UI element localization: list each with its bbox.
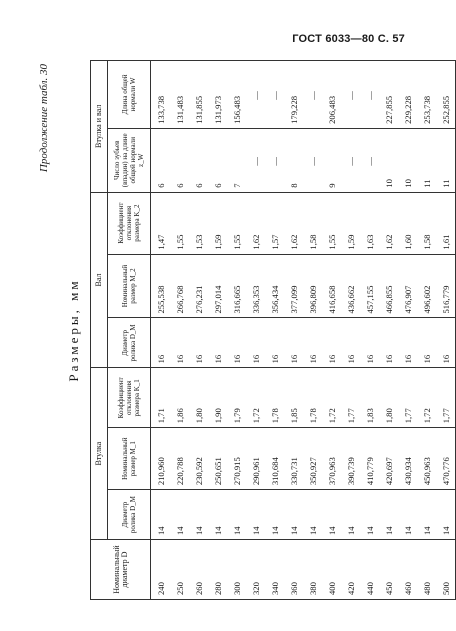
table-row (360, 61, 379, 600)
table-cell: 1,63 (360, 192, 379, 254)
table-cell: 450,963 (417, 428, 436, 490)
table-cell: 1,78 (303, 368, 322, 428)
table-cell: 229,228 (398, 61, 417, 129)
table-cell: 1,62 (379, 192, 398, 254)
table-cell: 280 (208, 540, 227, 600)
table-cell: 496,602 (417, 254, 436, 318)
table-cell: 516,779 (436, 254, 456, 318)
table-cell: 206,483 (322, 61, 341, 129)
table-cell: 210,960 (151, 428, 171, 490)
table-cell: 457,155 (360, 254, 379, 318)
table-cell: 1,62 (284, 192, 303, 254)
table-cell: 420,697 (379, 428, 398, 490)
table-cell: 1,80 (379, 368, 398, 428)
table-cell: 255,538 (151, 254, 171, 318)
table-cell: 1,77 (436, 368, 456, 428)
table-cell: 297,014 (208, 254, 227, 318)
table-cell: 16 (227, 318, 246, 368)
table-cell: 14 (379, 490, 398, 540)
table-cell: 480 (417, 540, 436, 600)
header-nominal-diameter: Номинальный диаметр D (91, 540, 151, 600)
table-cell: 14 (360, 490, 379, 540)
table-cell: 1,90 (208, 368, 227, 428)
table-cell: 9 (322, 128, 341, 192)
table-cell: 430,934 (398, 428, 417, 490)
table-cell: — (265, 128, 284, 192)
header-sleeve-and-shaft: Втулка и вал (91, 61, 108, 193)
table-cell: 1,57 (265, 192, 284, 254)
page-header: ГОСТ 6033—80 С. 57 (292, 33, 405, 45)
table-cell: 16 (151, 318, 171, 368)
table-row (303, 61, 322, 600)
table-cell: 1,77 (341, 368, 360, 428)
header-sleeve-roller-diameter: Диаметр ролика D_M (108, 490, 151, 540)
table-cell: 1,60 (398, 192, 417, 254)
table-row (341, 61, 360, 600)
table-cell: 16 (303, 318, 322, 368)
table-cell: 356,434 (265, 254, 284, 318)
header-sleeve-nominal-size: Номинальный размер M_1 (108, 428, 151, 490)
table-cell: 16 (284, 318, 303, 368)
table-row (284, 61, 303, 600)
table-cell: 1,53 (189, 192, 208, 254)
table-cell: 8 (284, 128, 303, 192)
table-cell: 250 (170, 540, 189, 600)
table-cell: 336,353 (246, 254, 265, 318)
table-cell: 1,72 (417, 368, 436, 428)
table-row (322, 61, 341, 600)
table-row (170, 61, 189, 600)
table-cell: 466,855 (379, 254, 398, 318)
table-cell: 260 (189, 540, 208, 600)
table-cell: 14 (170, 490, 189, 540)
table-cell: 14 (398, 490, 417, 540)
table-cell: 360 (284, 540, 303, 600)
table-cell: 14 (151, 490, 171, 540)
table-cell: 1,55 (170, 192, 189, 254)
column-header-row (108, 61, 151, 600)
table-row (246, 61, 265, 600)
table-cell: 6 (151, 128, 171, 192)
table-cell: 227,855 (379, 61, 398, 129)
table-cell: 14 (227, 490, 246, 540)
table-cell: — (265, 61, 284, 129)
table-cell: 10 (398, 128, 417, 192)
table-body (151, 61, 456, 600)
header-common-normal-length: Длина общей нормали W (108, 61, 151, 129)
table-cell: 14 (303, 490, 322, 540)
table-cell: 14 (246, 490, 265, 540)
table-cell: 1,83 (360, 368, 379, 428)
table-cell: 16 (360, 318, 379, 368)
table-cell: 14 (341, 490, 360, 540)
table-cell: — (303, 128, 322, 192)
table-cell: — (341, 61, 360, 129)
table-cell: 1,59 (208, 192, 227, 254)
table-cell: 416,658 (322, 254, 341, 318)
table-row (151, 61, 171, 600)
table-cell: 1,55 (322, 192, 341, 254)
table-cell: 1,55 (227, 192, 246, 254)
header-shaft-roller-diameter: Диаметр ролика D_M (108, 318, 151, 368)
table-cell: 133,738 (151, 61, 171, 129)
table-cell: 410,779 (360, 428, 379, 490)
table-cell: 230,592 (189, 428, 208, 490)
table-cell: 420 (341, 540, 360, 600)
table-cell: 270,915 (227, 428, 246, 490)
table-cell: 316,665 (227, 254, 246, 318)
table-cell: 253,738 (417, 61, 436, 129)
table-row (379, 61, 398, 600)
header-teeth-count: Число зубьев (впадин) на длине общей нормали z_W (108, 128, 151, 192)
table-cell: 16 (189, 318, 208, 368)
table-cell: 131,973 (208, 61, 227, 129)
table-cell: 370,963 (322, 428, 341, 490)
table-cell: 1,85 (284, 368, 303, 428)
table-cell: 300 (227, 540, 246, 600)
table-cell: 436,662 (341, 254, 360, 318)
table-cell: 14 (284, 490, 303, 540)
table-cell: 330,731 (284, 428, 303, 490)
table-cell: 14 (189, 490, 208, 540)
table-cell: 1,62 (246, 192, 265, 254)
table-cell: 14 (322, 490, 341, 540)
table-cell: 1,58 (303, 192, 322, 254)
table-cell: 11 (417, 128, 436, 192)
dimensions-table (90, 60, 456, 600)
table-cell: — (360, 128, 379, 192)
header-sleeve: Втулка (91, 368, 108, 540)
table-cell: 500 (436, 540, 456, 600)
table-cell: 16 (379, 318, 398, 368)
table-cell: 16 (170, 318, 189, 368)
table-cell: — (360, 61, 379, 129)
table-cell: 1,80 (189, 368, 208, 428)
table-cell: 156,483 (227, 61, 246, 129)
table-row (265, 61, 284, 600)
rotated-table-region (38, 60, 451, 600)
table-cell: 14 (417, 490, 436, 540)
header-shaft-deviation-coefficient: Коэффициент отклонения размера K_2 (108, 192, 151, 254)
table-cell: 131,855 (189, 61, 208, 129)
table-cell: 14 (265, 490, 284, 540)
table-cell: 1,72 (322, 368, 341, 428)
table-cell: 16 (208, 318, 227, 368)
table-cell: 220,788 (170, 428, 189, 490)
table-cell: 250,651 (208, 428, 227, 490)
table-cell: 1,59 (341, 192, 360, 254)
table-cell: 440 (360, 540, 379, 600)
group-header-row (91, 61, 108, 600)
table-cell: — (303, 61, 322, 129)
table-cell: 240 (151, 540, 171, 600)
table-cell: — (341, 128, 360, 192)
table-cell: 1,78 (265, 368, 284, 428)
table-cell: 276,231 (189, 254, 208, 318)
table-cell: 470,776 (436, 428, 456, 490)
table-title: Размеры, мм (66, 278, 81, 382)
table-cell: 396,809 (303, 254, 322, 318)
table-cell: 16 (322, 318, 341, 368)
table-cell: 14 (208, 490, 227, 540)
table-cell: 400 (322, 540, 341, 600)
header-shaft: Вал (91, 192, 108, 368)
table-row (398, 61, 417, 600)
table-cell: 252,855 (436, 61, 456, 129)
table-cell: 1,61 (436, 192, 456, 254)
table-cell: 6 (170, 128, 189, 192)
table-cell: 1,71 (151, 368, 171, 428)
table-cell: 377,099 (284, 254, 303, 318)
table-row (208, 61, 227, 600)
table-row (189, 61, 208, 600)
table-cell: 16 (341, 318, 360, 368)
table-cell: 16 (436, 318, 456, 368)
table-cell: 290,961 (246, 428, 265, 490)
table-cell: 14 (436, 490, 456, 540)
table-cell: 7 (227, 128, 246, 192)
table-cell: — (246, 61, 265, 129)
table-cell: 340 (265, 540, 284, 600)
table-cell: 1,79 (227, 368, 246, 428)
table-cell: 476,907 (398, 254, 417, 318)
table-cell: 390,739 (341, 428, 360, 490)
table-cell: 266,768 (170, 254, 189, 318)
table-cell: 11 (436, 128, 456, 192)
table-cell: 1,47 (151, 192, 171, 254)
table-cell: 350,927 (303, 428, 322, 490)
table-cell: 16 (417, 318, 436, 368)
table-cell: 16 (398, 318, 417, 368)
table-continuation-caption: Продолжение табл. 30 (38, 64, 50, 173)
table-cell: 131,483 (170, 61, 189, 129)
table-cell: 16 (246, 318, 265, 368)
table-cell: 460 (398, 540, 417, 600)
header-shaft-nominal-size: Номинальный размер M_2 (108, 254, 151, 318)
table-cell: 1,72 (246, 368, 265, 428)
header-sleeve-deviation-coefficient: Коэффициент отклонения размера K_1 (108, 368, 151, 428)
table-cell: — (246, 128, 265, 192)
table-cell: 1,86 (170, 368, 189, 428)
table-cell: 380 (303, 540, 322, 600)
table-cell: 450 (379, 540, 398, 600)
table-row (436, 61, 456, 600)
table-row (227, 61, 246, 600)
table-cell: 1,77 (398, 368, 417, 428)
table-row (417, 61, 436, 600)
table-cell: 179,228 (284, 61, 303, 129)
table-cell: 1,58 (417, 192, 436, 254)
table-cell: 310,684 (265, 428, 284, 490)
table-cell: 6 (189, 128, 208, 192)
table-cell: 10 (379, 128, 398, 192)
table-cell: 6 (208, 128, 227, 192)
table-cell: 320 (246, 540, 265, 600)
table-cell: 16 (265, 318, 284, 368)
